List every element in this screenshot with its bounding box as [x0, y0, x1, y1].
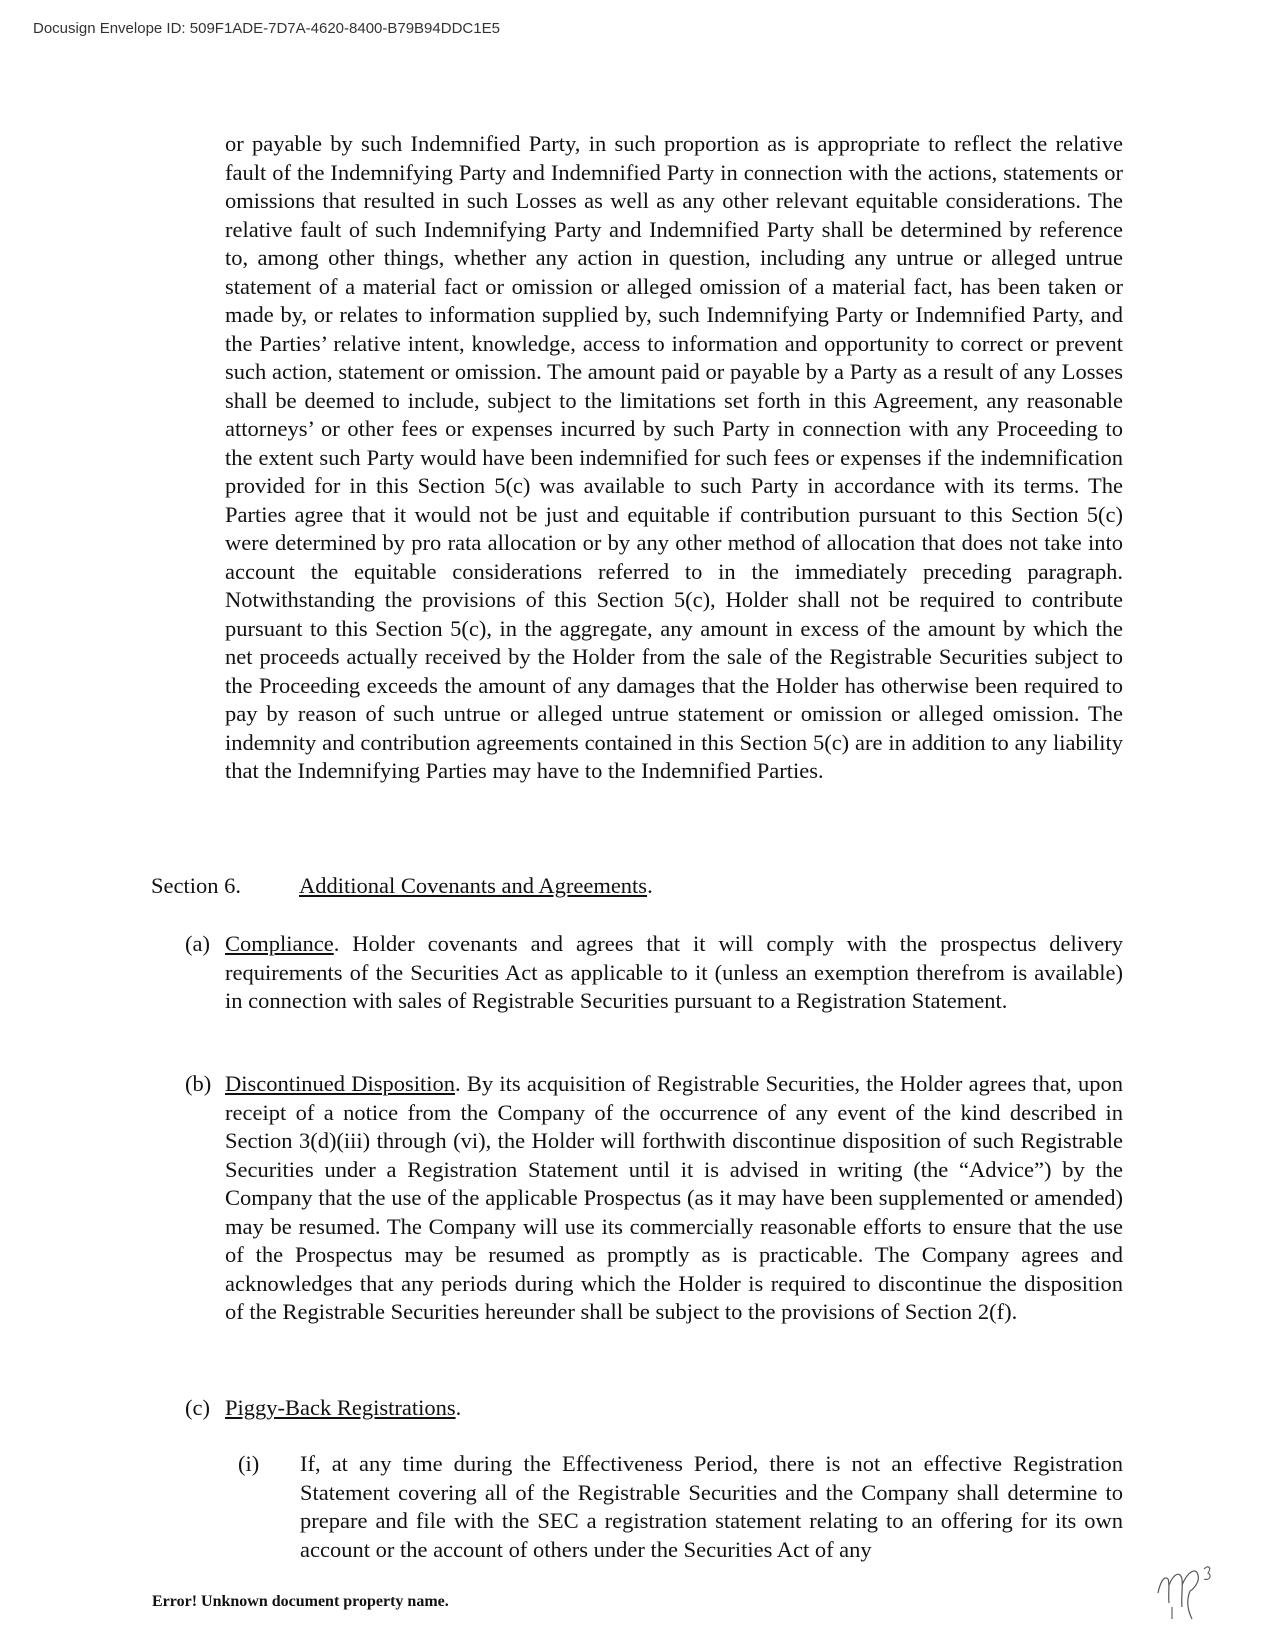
handwritten-initials [1150, 1545, 1230, 1625]
item-label: (c) [185, 1395, 210, 1420]
item-label: (i) [238, 1451, 260, 1476]
item-text: . Holder covenants and agrees that it will comply with the prospectus delivery requirements of the Securities Act as applicable to it (unless an exemption therefrom is available) in connection with sales of Registrable Securities pursuant to a Registration Statement. [225, 931, 1123, 1013]
item-heading: Piggy-Back Registrations [225, 1395, 456, 1420]
envelope-id: Docusign Envelope ID: 509F1ADE-7D7A-4620-8400-B79B94DDC1E5 [33, 20, 500, 37]
item-text: If, at any time during the Effectiveness Period, there is not an effective Registration Statement covering all of the Registrable Securities and the Company shall determine to prepare and file with the SEC a registration statement relating to an offering for its own account or the account of others under the Securities Act of any [300, 1451, 1123, 1562]
item-text: . By its acquisition of Registrable Securities, the Holder agrees that, upon receipt of a notice from the Company of the occurrence of any event of the kind described in Section 3(d)(iii) through (vi), the Holder will forthwith discontinue disposition of such Registrable Securities under a Registration Statement until it is advised in writing (the “Advice”) by the Company that the use of the applicable Prospectus (as it may have been supplemented or amended) may be resumed. The Company will use its commercially reasonable efforts to ensure that the use of the Prospectus may be resumed as promptly as is practicable. The Company agrees and acknowledges that any periods during which the Holder is required to discontinue the disposition of the Registrable Securities hereunder shall be subject to the provisions of Section 2(f). [225, 1071, 1123, 1324]
item-heading: Discontinued Disposition [225, 1071, 455, 1096]
item-body [225, 930, 1123, 1016]
item-label: (b) [185, 1071, 212, 1096]
section-number: Section 6. [151, 873, 241, 898]
section-6-heading [151, 872, 653, 901]
item-text: . [455, 1395, 462, 1420]
section-title: Additional Covenants and Agreements [299, 873, 648, 898]
item-heading: Compliance [225, 931, 334, 956]
item-body [225, 1394, 1123, 1423]
section-title-period: . [647, 873, 653, 898]
contribution-paragraph: or payable by such Indemnified Party, in such proportion as is appropriate to reflect the relative fault of the Indemnifying Party and Indemnified Party in connection with the actions, statements or omissions that resulted in such Losses as well as any other relevant equitable considerations. The relative fault of such Indemnifying Party and Indemnified Party shall be determined by reference to, among other things, whether any action in question, including any untrue or alleged untrue statement of a material fact or omission or alleged omission of a material fact, has been taken or made by, or relates to information supplied by, such Indemnifying Party or Indemnified Party, and the Parties’ relative intent, knowledge, access to information and opportunity to correct or prevent such action, statement or omission. The amount paid or payable by a Party as a result of any Losses shall be deemed to include, subject to the limitations set forth in this Agreement, any reasonable attorneys’ or other fees or expenses incurred by such Party in connection with any Proceeding to the extent such Party would have been indemnified for such fees or expenses if the indemnification provided for in this Section 5(c) was available to such Party in accordance with its terms. The Parties agree that it would not be just and equitable if contribution pursuant to this Section 5(c) were determined by pro rata allocation or by any other method of allocation that does not take into account the equitable considerations referred to in the immediately preceding paragraph. Notwithstanding the provisions of this Section 5(c), Holder shall not be required to contribute pursuant to this Section 5(c), in the aggregate, any amount in excess of the amount by which the net proceeds actually received by the Holder from the sale of the Registrable Securities subject to the Proceeding exceeds the amount of any damages that the Holder has otherwise been required to pay by reason of such untrue or alleged untrue statement or omission or alleged omission. The indemnity and contribution agreements contained in this Section 5(c) are in addition to any liability that the Indemnifying Parties may have to the Indemnified Parties. [225, 131, 1123, 783]
footer-error-text: Error! Unknown document property name. [152, 1593, 449, 1610]
item-label: (a) [185, 931, 210, 956]
item-body [225, 1070, 1123, 1327]
